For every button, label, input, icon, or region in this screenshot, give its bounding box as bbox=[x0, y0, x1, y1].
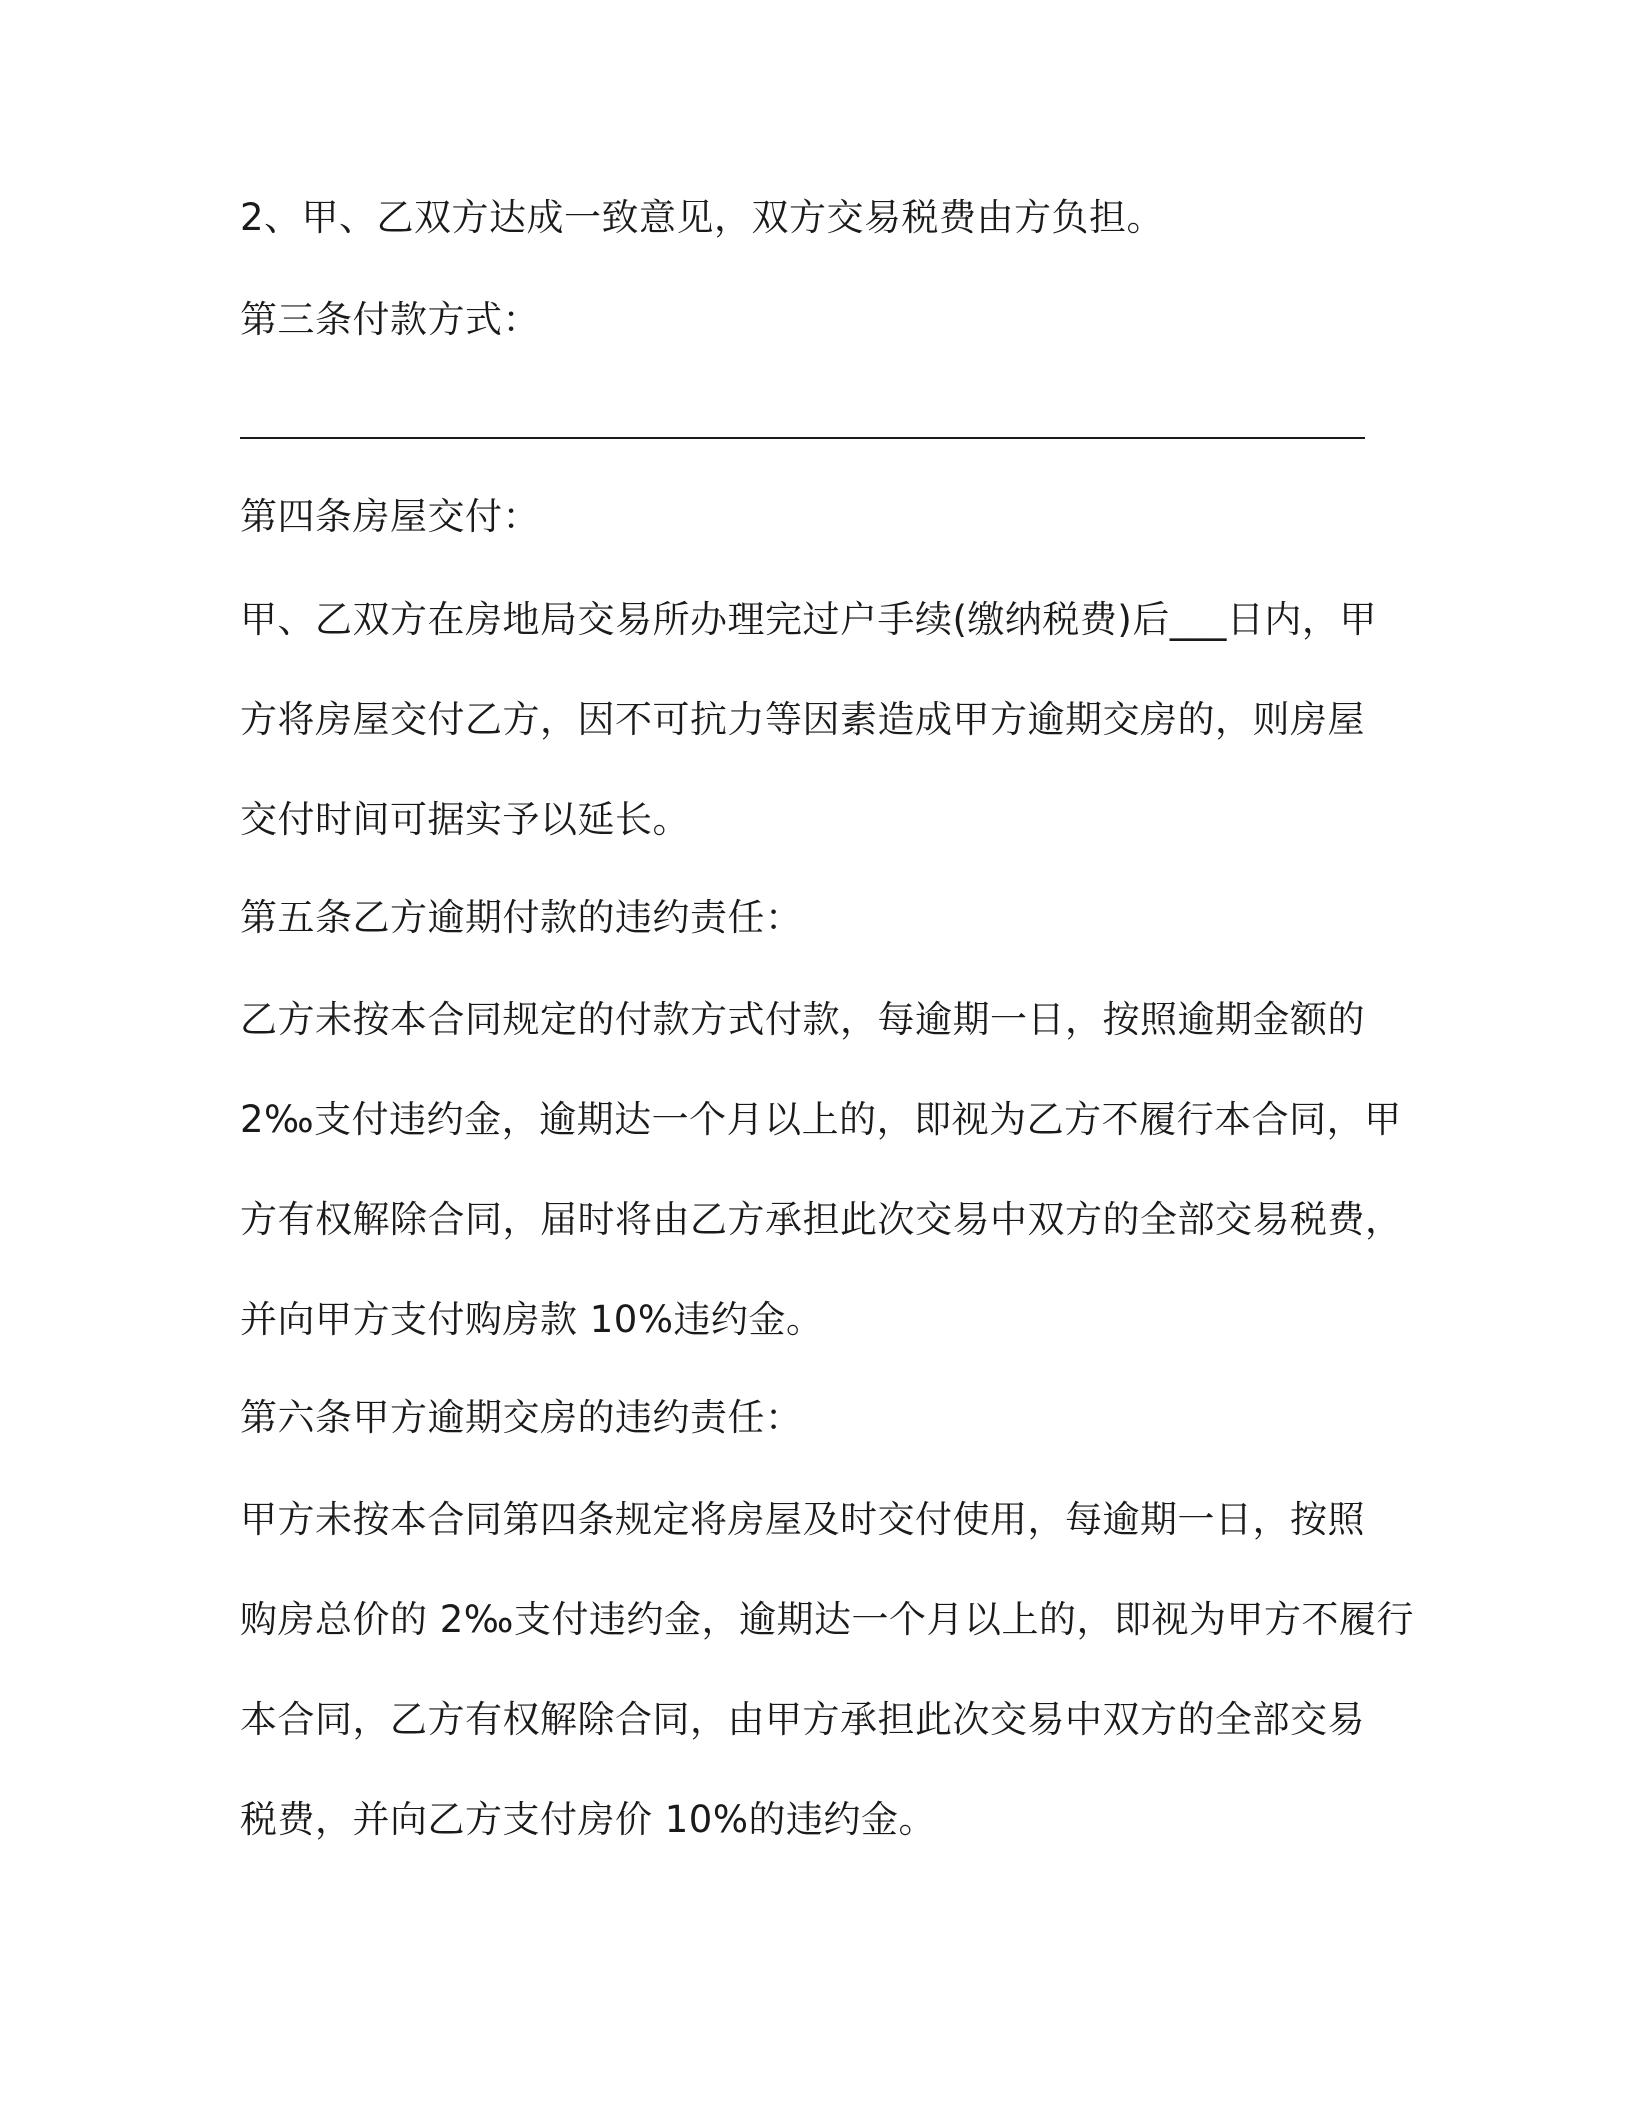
heading-article-3-payment: 第三条付款方式： bbox=[240, 298, 540, 341]
article-5-paragraph-line-1: 乙方未按本合同规定的付款方式付款，每逾期一日，按照逾期金额的 bbox=[240, 998, 1365, 1041]
article-5-paragraph-line-2: 2‰支付违约金，逾期达一个月以上的，即视为乙方不履行本合同，甲 bbox=[240, 1098, 1402, 1141]
heading-article-5-buyer-default: 第五条乙方逾期付款的违约责任： bbox=[240, 896, 803, 939]
article-5-paragraph-line-3: 方有权解除合同，届时将由乙方承担此次交易中双方的全部交易税费， bbox=[240, 1198, 1403, 1241]
heading-article-6-seller-default: 第六条甲方逾期交房的违约责任： bbox=[240, 1396, 803, 1439]
clause-2-tax-burden: 2、甲、乙双方达成一致意见，双方交易税费由方负担。 bbox=[240, 196, 1165, 239]
article-6-paragraph-line-3: 本合同，乙方有权解除合同，由甲方承担此次交易中双方的全部交易 bbox=[240, 1698, 1365, 1741]
article-4-paragraph-line-2: 方将房屋交付乙方，因不可抗力等因素造成甲方逾期交房的，则房屋 bbox=[240, 698, 1365, 741]
article-6-paragraph-line-2: 购房总价的 2‰支付违约金，逾期达一个月以上的，即视为甲方不履行 bbox=[240, 1598, 1414, 1641]
article-6-paragraph-line-1: 甲方未按本合同第四条规定将房屋及时交付使用，每逾期一日，按照 bbox=[240, 1498, 1365, 1541]
article-4-paragraph-line-3: 交付时间可据实予以延长。 bbox=[240, 798, 690, 841]
article-5-paragraph-line-4: 并向甲方支付购房款 10%违约金。 bbox=[240, 1298, 824, 1341]
article-6-paragraph-line-4: 税费，并向乙方支付房价 10%的违约金。 bbox=[240, 1798, 936, 1841]
article-4-paragraph-line-1: 甲、乙双方在房地局交易所办理完过户手续(缴纳税费)后___日内，甲 bbox=[240, 598, 1377, 641]
heading-article-4-delivery: 第四条房屋交付： bbox=[240, 495, 540, 538]
blank-fill-line bbox=[240, 437, 1365, 439]
